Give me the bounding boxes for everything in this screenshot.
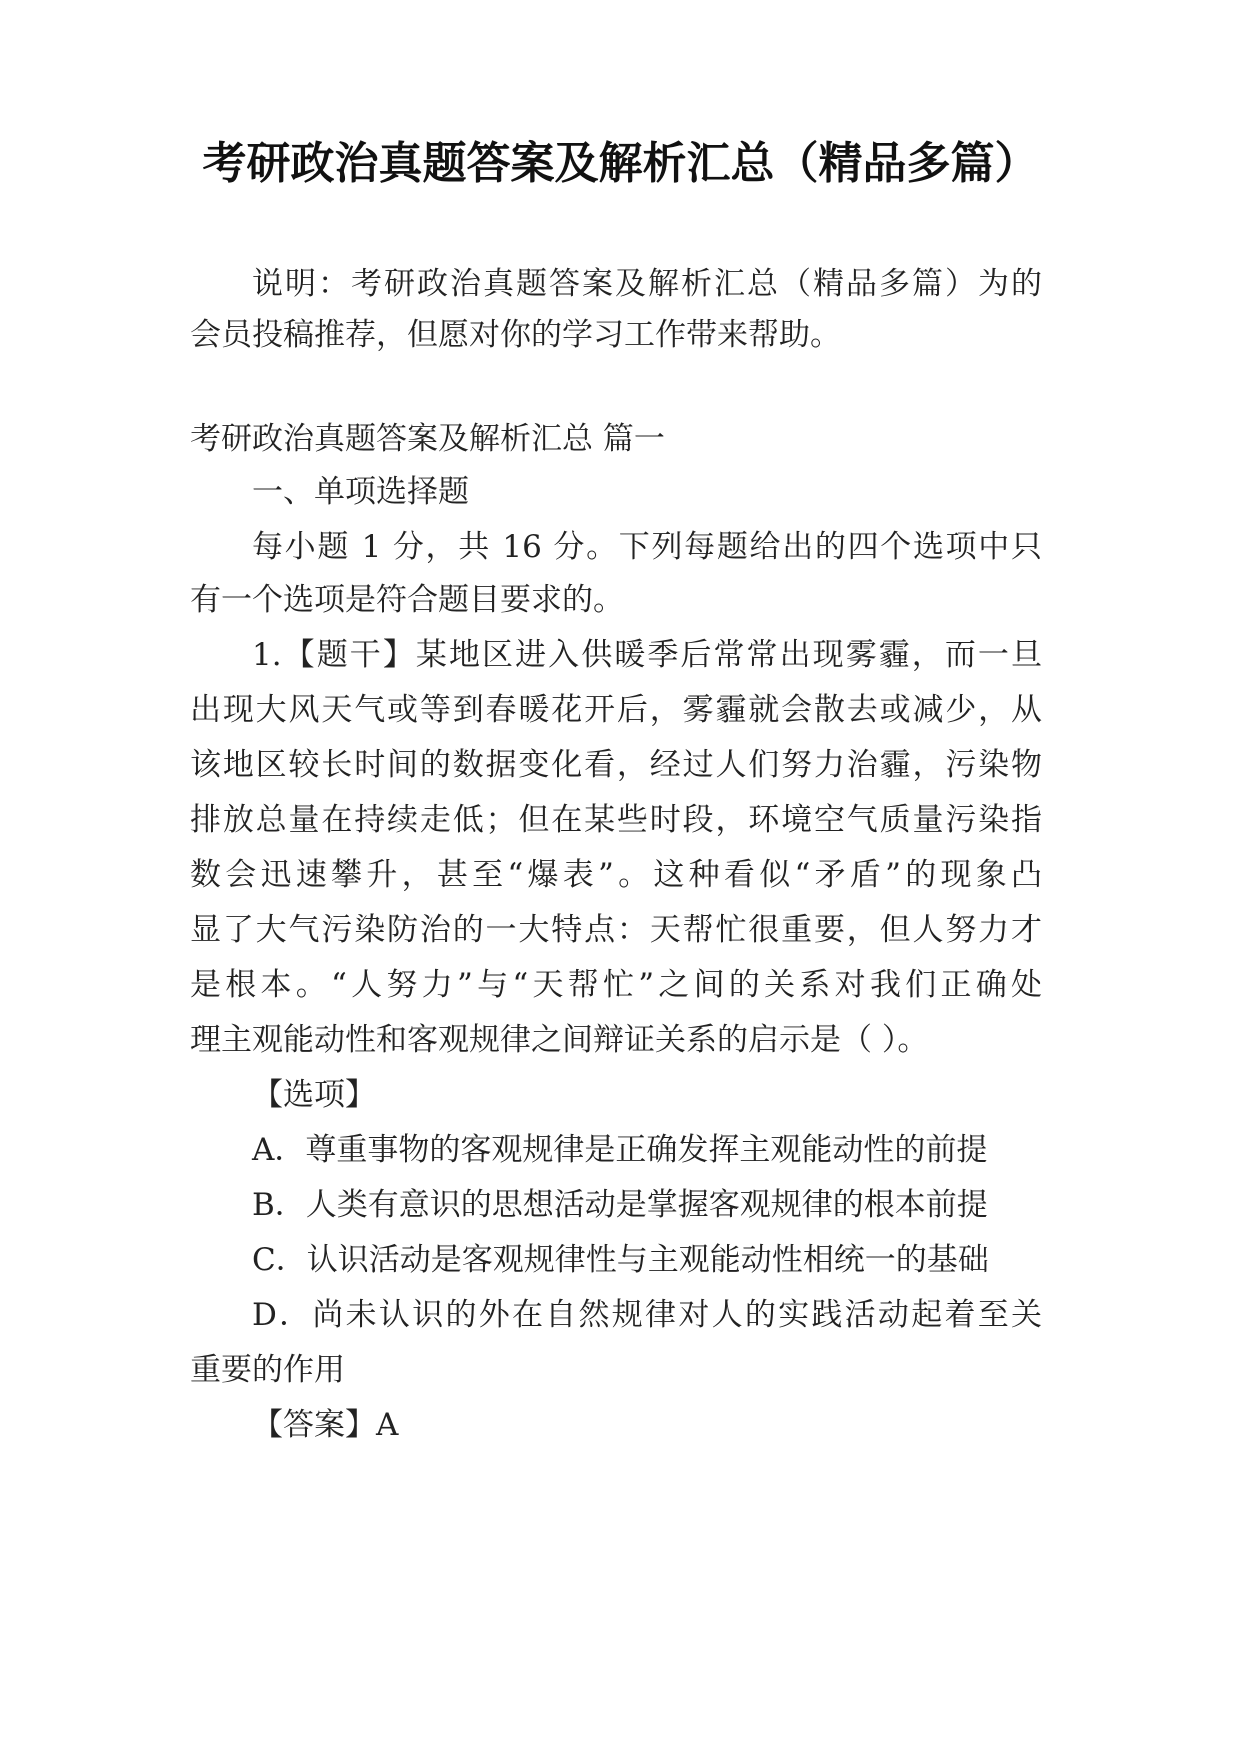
option-a: A．尊重事物的客观规律是正确发挥主观能动性的前提 [252, 1132, 988, 1168]
question-line-8: 理主观能动性和客观规律之间辩证关系的启示是（ ）。 [190, 1022, 929, 1058]
question-line-1: 1.【题干】某地区进入供暖季后常常出现雾霾，而一旦 [252, 637, 1042, 673]
section-heading: 考研政治真题答案及解析汇总 篇一 [190, 421, 665, 457]
answer-line: 【答案】A [252, 1407, 399, 1443]
question-line-6: 显了大气污染防治的一大特点：天帮忙很重要，但人努力才 [190, 912, 1042, 948]
option-d-line-2: 重要的作用 [190, 1352, 345, 1388]
option-d-line-1: D．尚未认识的外在自然规律对人的实践活动起着至关 [252, 1297, 1042, 1333]
options-heading: 【选项】 [252, 1077, 376, 1113]
instructions-line-1: 每小题 1 分，共 16 分。下列每题给出的四个选项中只 [252, 529, 1042, 565]
instructions-line-2: 有一个选项是符合题目要求的。 [190, 582, 624, 618]
part-heading: 一、单项选择题 [252, 474, 469, 510]
question-line-2: 出现大风天气或等到春暖花开后，雾霾就会散去或减少，从 [190, 692, 1042, 728]
question-line-4: 排放总量在持续走低；但在某些时段，环境空气质量污染指 [190, 802, 1042, 838]
intro-line-2: 会员投稿推荐，但愿对你的学习工作带来帮助。 [190, 317, 841, 353]
question-line-3: 该地区较长时间的数据变化看，经过人们努力治霾，污染物 [190, 747, 1042, 783]
document-title: 考研政治真题答案及解析汇总（精品多篇） [202, 138, 1039, 189]
question-line-5: 数会迅速攀升，甚至“爆表”。这种看似“矛盾”的现象凸 [190, 857, 1042, 893]
option-c: C．认识活动是客观规律性与主观能动性相统一的基础 [252, 1242, 989, 1278]
option-b: B．人类有意识的思想活动是掌握客观规律的根本前提 [252, 1187, 988, 1223]
question-line-7: 是根本。“人努力”与“天帮忙”之间的关系对我们正确处 [190, 967, 1042, 1003]
intro-line-1: 说明：考研政治真题答案及解析汇总（精品多篇）为的 [252, 266, 1042, 302]
